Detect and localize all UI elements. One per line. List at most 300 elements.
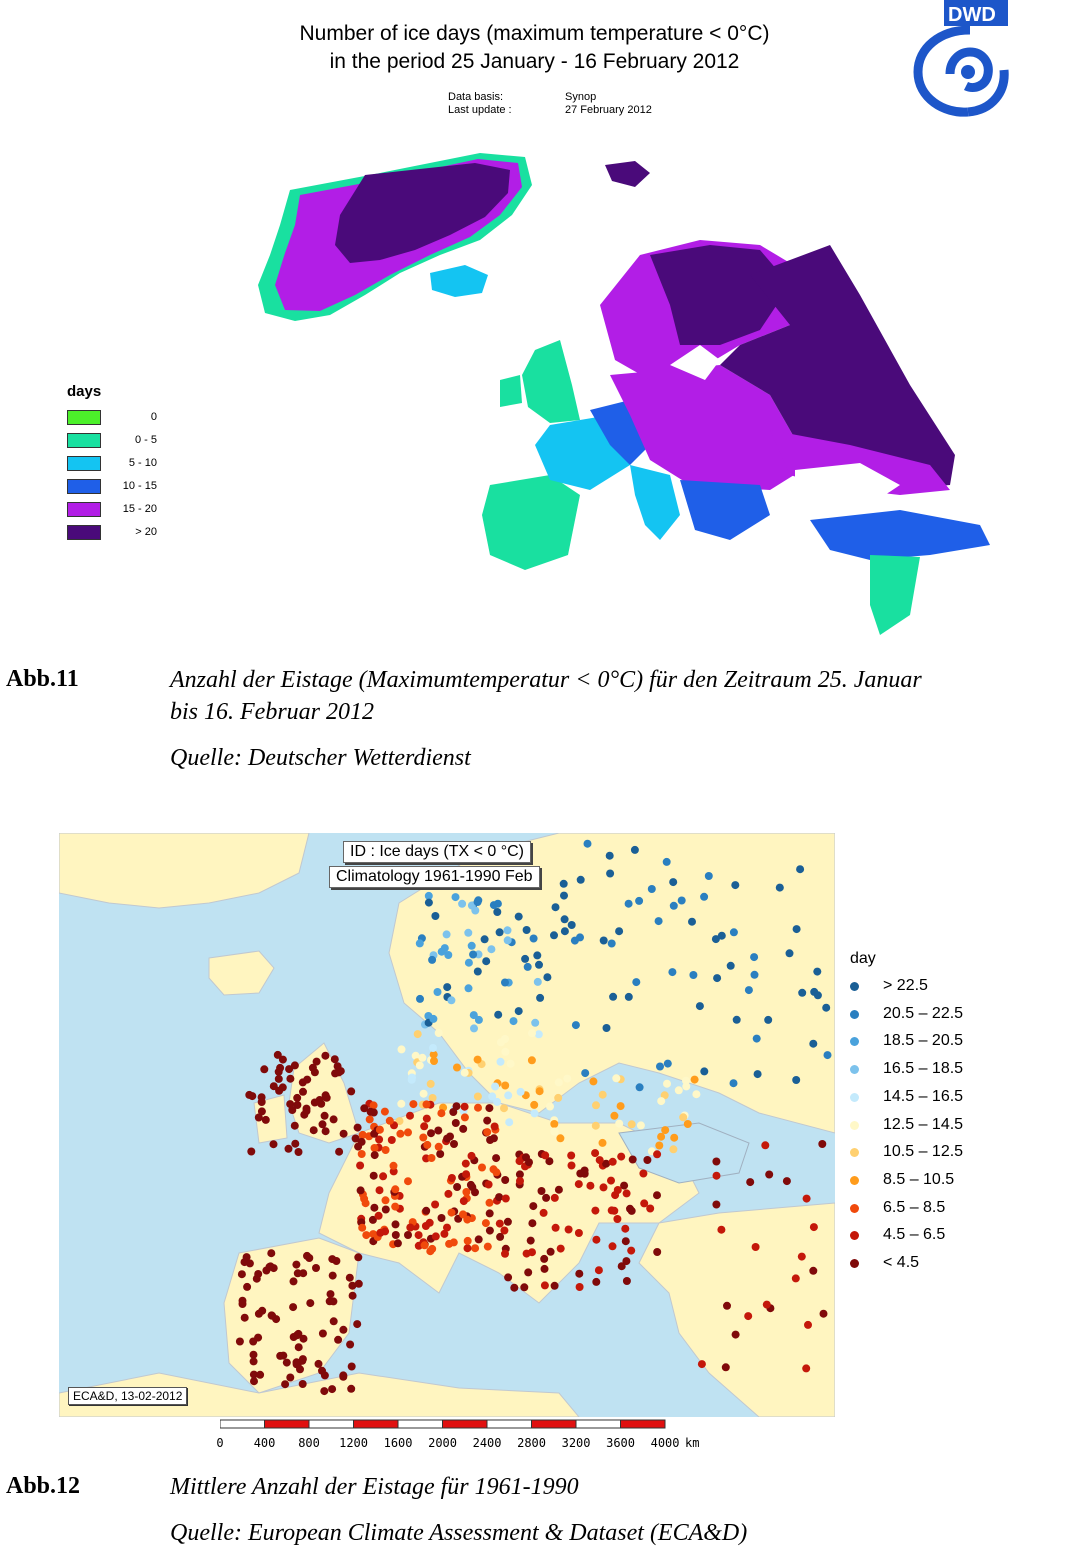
station-point xyxy=(330,1317,338,1325)
station-point xyxy=(447,996,455,1004)
station-point xyxy=(555,1186,563,1194)
station-point xyxy=(527,1237,535,1245)
figure1-title-line1: Number of ice days (maximum temperature < 0°C) xyxy=(299,22,770,45)
station-point xyxy=(670,902,678,910)
legend2-item xyxy=(850,1170,1050,1192)
station-point xyxy=(655,1142,663,1150)
station-point xyxy=(809,1040,817,1048)
station-point xyxy=(319,1120,327,1128)
station-point xyxy=(432,1232,440,1240)
station-point xyxy=(448,1174,456,1182)
station-point xyxy=(416,939,424,947)
station-point xyxy=(486,1227,494,1235)
legend2-label: 10.5 – 12.5 xyxy=(883,1143,964,1161)
station-point xyxy=(423,1115,431,1123)
levant-region xyxy=(870,555,920,635)
station-point xyxy=(786,949,794,957)
station-point xyxy=(461,1113,469,1121)
map2-stamp: ECA&D, 13-02-2012 xyxy=(68,1387,187,1405)
station-point xyxy=(731,881,739,889)
station-point xyxy=(331,1055,339,1063)
scale-unit: km xyxy=(685,1436,700,1450)
station-point xyxy=(536,994,544,1002)
station-point xyxy=(798,989,806,997)
greenland-land xyxy=(59,833,309,908)
station-point xyxy=(615,1120,623,1128)
legend2-dot xyxy=(850,1010,859,1019)
station-point xyxy=(474,1093,482,1101)
station-point xyxy=(464,1244,472,1252)
station-point xyxy=(391,1203,399,1211)
legend1-swatch xyxy=(67,502,101,517)
station-point xyxy=(552,1224,560,1232)
station-point xyxy=(691,1076,699,1084)
station-point xyxy=(420,1122,428,1130)
station-point xyxy=(397,1100,405,1108)
legend2-item xyxy=(850,1059,1050,1081)
station-point xyxy=(483,1128,491,1136)
station-point xyxy=(388,1136,396,1144)
station-point xyxy=(670,1134,678,1142)
legend2-label: 16.5 – 18.5 xyxy=(883,1060,964,1078)
station-point xyxy=(723,1302,731,1310)
station-point xyxy=(434,988,442,996)
station-point xyxy=(530,1101,538,1109)
station-point xyxy=(547,1248,555,1256)
scale-tick-label: 0 xyxy=(216,1436,224,1450)
station-point xyxy=(349,1292,357,1300)
station-point xyxy=(640,1199,648,1207)
legend2-label: > 22.5 xyxy=(883,977,928,994)
station-point xyxy=(622,1237,630,1245)
station-point xyxy=(448,1209,456,1217)
station-point xyxy=(754,1070,762,1078)
station-point xyxy=(669,878,677,886)
legend2-item xyxy=(850,1198,1050,1220)
station-point xyxy=(818,1140,826,1148)
station-point xyxy=(467,1181,475,1189)
station-point xyxy=(279,1352,287,1360)
station-point xyxy=(783,1177,791,1185)
station-point xyxy=(700,893,708,901)
station-point xyxy=(290,1333,298,1341)
station-point xyxy=(550,1120,558,1128)
station-point xyxy=(599,1091,607,1099)
station-point xyxy=(427,1129,435,1137)
station-point xyxy=(475,1016,483,1024)
station-point xyxy=(576,933,584,941)
station-point xyxy=(763,1301,771,1309)
station-point xyxy=(434,1127,442,1135)
station-point xyxy=(586,1182,594,1190)
station-point xyxy=(250,1377,258,1385)
station-point xyxy=(429,1015,437,1023)
station-point xyxy=(416,1061,424,1069)
legend1-item xyxy=(67,479,157,495)
station-point xyxy=(541,1151,549,1159)
scale-tick-label: 3600 xyxy=(606,1436,635,1450)
station-point xyxy=(245,1091,253,1099)
station-point xyxy=(430,1057,438,1065)
station-point xyxy=(551,1128,559,1136)
station-point xyxy=(295,1343,303,1351)
station-point xyxy=(692,1090,700,1098)
station-point xyxy=(494,1011,502,1019)
station-point xyxy=(293,1094,301,1102)
station-point xyxy=(310,1126,318,1134)
dwd-ice-days-figure xyxy=(0,0,1069,660)
station-point xyxy=(572,1021,580,1029)
station-point xyxy=(528,1056,536,1064)
station-point xyxy=(406,1224,414,1232)
station-point xyxy=(319,1330,327,1338)
station-point xyxy=(419,1134,427,1142)
station-point xyxy=(510,1284,518,1292)
station-point xyxy=(465,959,473,967)
station-point xyxy=(294,1269,302,1277)
station-point xyxy=(744,1312,752,1320)
station-point xyxy=(809,1267,817,1275)
figure2-legend-title: day xyxy=(850,950,876,967)
scale-tick-label: 800 xyxy=(298,1436,320,1450)
station-point xyxy=(437,1109,445,1117)
station-point xyxy=(752,1243,760,1251)
station-point xyxy=(555,1078,563,1086)
iceland-land xyxy=(209,951,274,995)
legend2-dot xyxy=(850,1204,859,1213)
station-point xyxy=(315,1360,323,1368)
station-point xyxy=(551,1282,559,1290)
station-point xyxy=(535,961,543,969)
iceland-region xyxy=(430,265,488,297)
station-point xyxy=(824,1051,832,1059)
station-point xyxy=(822,1004,830,1012)
station-point xyxy=(406,1112,414,1120)
station-point xyxy=(542,1194,550,1202)
station-point xyxy=(296,1365,304,1373)
station-point xyxy=(606,870,614,878)
station-point xyxy=(575,1270,583,1278)
turkey-land xyxy=(639,1203,835,1417)
station-point xyxy=(698,1360,706,1368)
legend2-item xyxy=(850,1031,1050,1053)
station-point xyxy=(340,1130,348,1138)
station-point xyxy=(376,1186,384,1194)
station-point xyxy=(560,892,568,900)
station-point xyxy=(329,1272,337,1280)
station-point xyxy=(655,917,663,925)
station-point xyxy=(475,1235,483,1243)
station-point xyxy=(501,1176,509,1184)
legend2-label: 12.5 – 14.5 xyxy=(883,1115,964,1133)
figure1-title xyxy=(0,20,1069,76)
station-point xyxy=(283,1359,291,1367)
station-point xyxy=(462,1160,470,1168)
station-point xyxy=(320,1387,328,1395)
legend2-label: 6.5 – 8.5 xyxy=(883,1198,946,1216)
station-point xyxy=(250,1357,258,1365)
station-point xyxy=(745,986,753,994)
station-point xyxy=(501,1035,509,1043)
station-point xyxy=(328,1385,336,1393)
station-point xyxy=(299,1380,307,1388)
station-point xyxy=(346,1274,354,1282)
station-point xyxy=(713,974,721,982)
station-point xyxy=(376,1229,384,1237)
station-point xyxy=(414,1030,422,1038)
greenland-region xyxy=(258,153,532,321)
station-point xyxy=(575,1229,583,1237)
station-point xyxy=(247,1148,255,1156)
station-point xyxy=(592,1236,600,1244)
station-point xyxy=(591,1149,599,1157)
station-point xyxy=(239,1300,247,1308)
station-point xyxy=(653,1191,661,1199)
station-point xyxy=(425,899,433,907)
station-point xyxy=(431,1201,439,1209)
legend2-item xyxy=(850,1225,1050,1247)
station-point xyxy=(531,1109,539,1117)
station-point xyxy=(732,1331,740,1339)
station-point xyxy=(474,1056,482,1064)
station-point xyxy=(581,1069,589,1077)
station-point xyxy=(443,983,451,991)
station-point xyxy=(478,1164,486,1172)
station-point xyxy=(328,1255,336,1263)
data-basis-label: Data basis: xyxy=(448,91,504,103)
station-point xyxy=(474,1104,482,1112)
station-point xyxy=(483,1117,491,1125)
ecad-ice-days-map xyxy=(59,833,835,1417)
station-point xyxy=(391,1185,399,1193)
legend1-item xyxy=(67,456,157,472)
station-point xyxy=(382,1196,390,1204)
station-point xyxy=(427,1080,435,1088)
station-point xyxy=(500,1104,508,1112)
station-point xyxy=(462,1188,470,1196)
station-point xyxy=(322,1127,330,1135)
station-point xyxy=(712,1201,720,1209)
station-point xyxy=(441,944,449,952)
station-point xyxy=(496,1220,504,1228)
station-point xyxy=(236,1338,244,1346)
station-point xyxy=(577,876,585,884)
station-point xyxy=(293,1358,301,1366)
station-point xyxy=(595,1266,603,1274)
station-point xyxy=(429,1044,437,1052)
station-point xyxy=(504,1218,512,1226)
uk-region xyxy=(522,340,580,423)
station-point xyxy=(253,1275,261,1283)
station-point xyxy=(591,1207,599,1215)
station-point xyxy=(346,1341,354,1349)
station-point xyxy=(366,1115,374,1123)
station-point xyxy=(460,1197,468,1205)
station-point xyxy=(639,1170,647,1178)
station-point xyxy=(501,1250,509,1258)
station-point xyxy=(423,1100,431,1108)
station-point xyxy=(540,1255,548,1263)
station-point xyxy=(600,1183,608,1191)
station-point xyxy=(534,978,542,986)
station-point xyxy=(528,1219,536,1227)
station-point xyxy=(490,901,498,909)
station-point xyxy=(238,1270,246,1278)
station-point xyxy=(524,963,532,971)
station-point xyxy=(679,1113,687,1121)
station-point xyxy=(525,1158,533,1166)
station-point xyxy=(504,1273,512,1281)
station-point xyxy=(267,1262,275,1270)
station-point xyxy=(370,1204,378,1212)
legend2-item xyxy=(850,1115,1050,1137)
station-point xyxy=(530,935,538,943)
scale-tick-label: 400 xyxy=(253,1436,276,1450)
station-point xyxy=(292,1261,300,1269)
station-point xyxy=(713,1172,721,1180)
station-point xyxy=(684,1120,692,1128)
station-point xyxy=(609,993,617,1001)
station-point xyxy=(495,1193,503,1201)
station-point xyxy=(275,1087,283,1095)
station-point xyxy=(541,1265,549,1273)
turkey-region xyxy=(810,510,990,560)
figure1-legend-title: days xyxy=(67,383,102,400)
station-point xyxy=(452,1119,460,1127)
station-point xyxy=(422,1207,430,1215)
station-point xyxy=(404,1128,412,1136)
legend1-item xyxy=(67,502,157,518)
station-point xyxy=(804,1321,812,1329)
station-point xyxy=(347,1385,355,1393)
legend2-dot xyxy=(850,1176,859,1185)
legend2-dot xyxy=(850,1259,859,1268)
station-point xyxy=(813,968,821,976)
station-point xyxy=(675,1086,683,1094)
station-point xyxy=(381,1108,389,1116)
station-point xyxy=(746,1178,754,1186)
station-point xyxy=(458,900,466,908)
legend2-dot xyxy=(850,982,859,991)
station-point xyxy=(501,979,509,987)
scale-segment xyxy=(621,1420,666,1428)
ice-days-map-europe xyxy=(250,145,1000,645)
legend1-swatch xyxy=(67,456,101,471)
legend1-item xyxy=(67,410,157,426)
legend2-item xyxy=(850,976,1050,998)
station-point xyxy=(354,1253,362,1261)
station-point xyxy=(299,1088,307,1096)
station-point xyxy=(293,1101,301,1109)
station-point xyxy=(493,908,501,916)
station-point xyxy=(436,1150,444,1158)
legend2-item xyxy=(850,1142,1050,1164)
legend2-dot xyxy=(850,1093,859,1102)
station-point xyxy=(550,931,558,939)
figure2-label: Abb.12 xyxy=(6,1473,81,1499)
scale-tick-label: 1200 xyxy=(339,1436,368,1450)
station-point xyxy=(481,935,489,943)
station-point xyxy=(626,1205,634,1213)
station-point xyxy=(540,1209,548,1217)
station-point xyxy=(354,1124,362,1132)
station-point xyxy=(524,1268,532,1276)
station-point xyxy=(376,1126,384,1134)
station-point xyxy=(453,1102,461,1110)
station-point xyxy=(663,858,671,866)
station-point xyxy=(617,1153,625,1161)
station-point xyxy=(657,1133,665,1141)
station-point xyxy=(279,1056,287,1064)
figure1-label: Abb.11 xyxy=(6,666,79,692)
station-point xyxy=(718,932,726,940)
legend2-label: 20.5 – 22.5 xyxy=(883,1004,964,1022)
station-point xyxy=(386,1117,394,1125)
station-point xyxy=(621,1225,629,1233)
station-point xyxy=(453,1183,461,1191)
station-point xyxy=(576,1283,584,1291)
station-point xyxy=(267,1249,275,1257)
station-point xyxy=(327,1290,335,1298)
iberia-region xyxy=(482,475,580,570)
station-point xyxy=(521,955,529,963)
station-point xyxy=(416,995,424,1003)
station-point xyxy=(291,1061,299,1069)
legend2-dot xyxy=(850,1065,859,1074)
station-point xyxy=(700,1067,708,1075)
station-point xyxy=(663,1080,671,1088)
scale-tick-label: 4000 xyxy=(650,1436,680,1450)
station-point xyxy=(334,1336,342,1344)
station-point xyxy=(631,846,639,854)
station-point xyxy=(810,1223,818,1231)
station-point xyxy=(487,945,495,953)
station-point xyxy=(505,1118,513,1126)
station-point xyxy=(611,1191,619,1199)
station-point xyxy=(552,903,560,911)
station-point xyxy=(303,1252,311,1260)
station-point xyxy=(268,1311,276,1319)
station-point xyxy=(421,1241,429,1249)
station-point xyxy=(750,953,758,961)
station-point xyxy=(255,1310,263,1318)
balkans-region xyxy=(680,480,770,540)
figure1-caption xyxy=(170,664,922,728)
station-point xyxy=(295,1148,303,1156)
station-point xyxy=(468,1152,476,1160)
station-point xyxy=(609,1242,617,1250)
station-point xyxy=(246,1259,254,1267)
station-point xyxy=(798,1253,806,1261)
station-point xyxy=(648,885,656,893)
station-point xyxy=(599,1139,607,1147)
station-point xyxy=(438,1214,446,1222)
station-point xyxy=(356,1162,364,1170)
station-point xyxy=(607,1177,615,1185)
station-point xyxy=(461,1069,469,1077)
station-point xyxy=(504,1091,512,1099)
station-point xyxy=(491,1123,499,1131)
station-point xyxy=(330,1115,338,1123)
station-point xyxy=(462,1170,470,1178)
station-point xyxy=(488,1092,496,1100)
ecad-map-land xyxy=(59,833,835,1417)
station-point xyxy=(730,928,738,936)
station-point xyxy=(303,1076,311,1084)
station-point xyxy=(696,1002,704,1010)
station-point xyxy=(453,1064,461,1072)
legend1-swatch xyxy=(67,433,101,448)
